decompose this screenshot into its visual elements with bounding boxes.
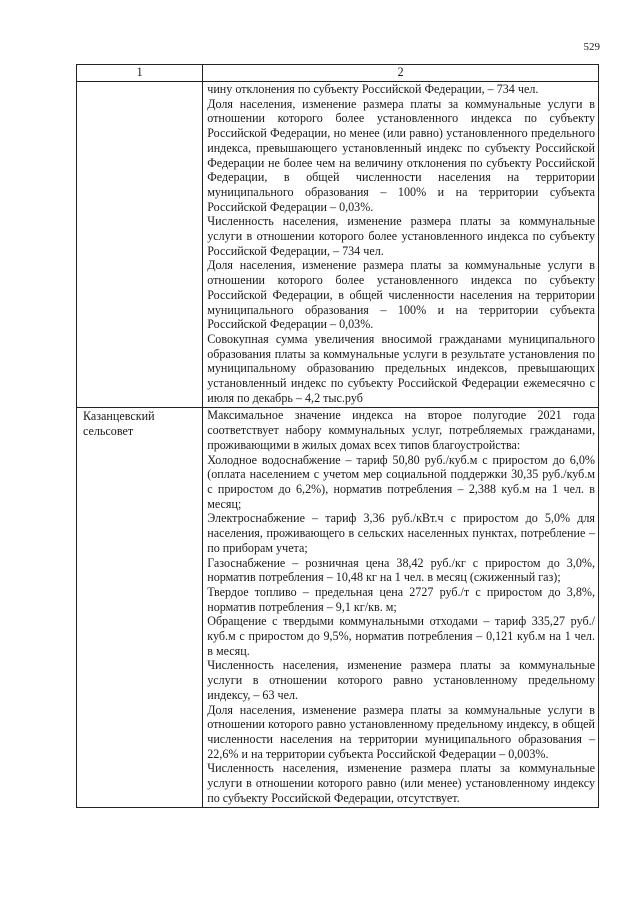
paragraph: Обращение с твердыми коммунальными отходами – тариф 335,27 руб./куб.м с приростом до 9,5%, норматив потребления – 0,121 куб.м на 1 чел. в месяц. (207, 614, 595, 658)
paragraph: Доля населения, изменение размера платы за коммунальные услуги в отношении которого равно установленному предельному индексу, в общей численности населения на территории муниципального образования – 22,6% и на территории субъекта Российской Федерации – 0,003%. (207, 702, 595, 761)
paragraph: Численность населения, изменение размера платы за коммунальные услуги в отношении которого равно установленному предельному индексу, – 63 чел. (207, 658, 595, 702)
paragraph: Доля населения, изменение размера платы за коммунальные услуги в отношении которого более установленного индекса по субъекту Российской Федерации, но менее (или равно) установленного предельного индекса, превышающего установленный индекс по субъекту Российской Федерации не более чем на величину отклонения по субъекту Российской Федерации, в общей численности населения на территории муниципального образования – 100% и на территории субъекта Российской Федерации – 0,03%. (207, 96, 595, 214)
paragraph: Численность населения, изменение размера платы за коммунальные услуги в отношении которого более установленного индекса по субъекту Российской Федерации, – 734 чел. (207, 214, 595, 258)
page-number: 529 (583, 41, 600, 53)
table-header-row (77, 65, 599, 82)
paragraph: Газоснабжение – розничная цена 38,42 руб./кг с приростом до 3,0%, норматив потребления – 10,48 кг на 1 чел. в месяц (сжиженный газ); (207, 555, 595, 585)
paragraph: Численность населения, изменение размера платы за коммунальные услуги в отношении которого равно (или менее) установленному индексу по субъекту Российской Федерации, отсутствует. (207, 761, 595, 805)
paragraph: Максимальное значение индекса на второе полугодие 2021 года соответствует набору коммунальных услуг, потребляемых гражданами, проживающими в жилых домах всех типов благоустройства: (207, 408, 595, 452)
municipality-cell (77, 82, 203, 408)
description-cell (203, 82, 599, 408)
paragraph: Твердое топливо – предельная цена 2727 руб./т с приростом до 3,8%, норматив потребления – 9,1 кг/кв. м; (207, 584, 595, 614)
indices-table (76, 64, 599, 808)
municipality-cell: Казанцевский сельсовет (77, 408, 203, 808)
paragraph: Совокупная сумма увеличения вносимой гражданами муниципального образования платы за коммунальные услуги в результате установления по муниципальному образованию предельных индексов, превышающих установленный индекс по субъекту Российской Федерации ежемесячно с июля по декабрь – 4,2 тыс.руб (207, 331, 595, 405)
description-cell (203, 408, 599, 808)
column-header-2: 2 (203, 65, 599, 82)
table-row (77, 82, 599, 408)
paragraph: чину отклонения по субъекту Российской Федерации, – 734 чел. (207, 82, 539, 96)
paragraph: Электроснабжение – тариф 3,36 руб./кВт.ч с приростом до 5,0% для населения, проживающего в сельских населенных пунктах, потребление – по приборам учета; (207, 511, 595, 555)
paragraph: Холодное водоснабжение – тариф 50,80 руб./куб.м с приростом до 6,0% (оплата населением с учетом мер социальной поддержки 30,35 руб./куб.м с приростом до 6,2%), норматив потребления – 2,388 куб.м на 1 чел. в месяц; (207, 452, 595, 511)
paragraph: Доля населения, изменение размера платы за коммунальные услуги в отношении которого более установленного индекса по субъекту Российской Федерации, в общей численности населения на территории муниципального образования – 100% и на территории субъекта Российской Федерации – 0,03%. (207, 258, 595, 332)
column-header-1: 1 (77, 65, 203, 82)
table-row (77, 408, 599, 808)
